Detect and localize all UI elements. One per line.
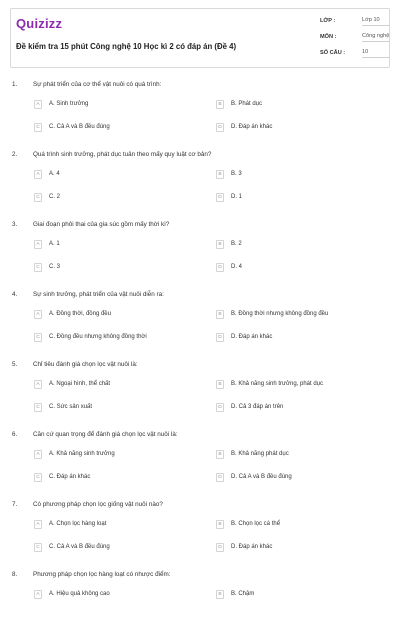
option-letter-box: C (34, 193, 42, 202)
option-text: D. Đáp án khác (231, 334, 273, 340)
option-letter-box: A (34, 100, 42, 109)
option-text: B. 2 (231, 241, 242, 247)
question-number: 1. (12, 81, 18, 88)
option-letter-box: A (34, 380, 42, 389)
option-letter-box: A (34, 240, 42, 249)
option-letter-box: D (216, 333, 224, 342)
option-letter-box: C (34, 263, 42, 272)
option-letter-box: C (34, 543, 42, 552)
meta-row-count (320, 50, 390, 64)
option-letter-box: D (216, 193, 224, 202)
option-text: A. Đồng thời, đồng đều (49, 311, 111, 317)
quiz-meta (320, 9, 390, 67)
question-6 (0, 431, 400, 501)
option-letter-box: C (34, 333, 42, 342)
option-text: C. Sức sản xuất (49, 404, 93, 410)
option-text: B. Khả năng phát dục (231, 451, 289, 457)
option-text: B. Đồng thời nhưng không đồng đều (231, 311, 329, 317)
quiz-title: Đề kiểm tra 15 phút Công nghệ 10 Học kì 2 có đáp án (Đề 4) (16, 42, 237, 51)
option-text: D. Đáp án khác (231, 544, 273, 550)
question-8 (0, 571, 400, 641)
option-letter-box: C (34, 403, 42, 412)
question-text: Sự sinh trưởng, phát triển của vật nuôi diễn ra: (33, 291, 164, 298)
option-text: D. Cả 3 đáp án trên (231, 404, 284, 410)
question-text: Sự phát triển của cơ thể vật nuôi có quá trình: (33, 81, 162, 88)
question-5 (0, 361, 400, 431)
option-letter-box: D (216, 543, 224, 552)
subject-label: MÔN : (320, 34, 337, 40)
question-7 (0, 501, 400, 571)
question-text: Quá trình sinh trưởng, phát dục tuân theo mấy quy luật cơ bản? (33, 151, 212, 158)
count-value: 10 (362, 49, 390, 58)
option-text: B. Khả năng sinh trưởng, phát dục (231, 381, 324, 387)
option-text: B. 3 (231, 171, 242, 177)
question-text: Căn cứ quan trọng để đánh giá chọn lọc vật nuôi là: (33, 431, 178, 438)
meta-row-subject (320, 34, 390, 48)
option-text: D. Đáp án khác (231, 124, 273, 130)
option-text: A. Hiệu quả không cao (49, 591, 110, 597)
class-value: Lớp 10 (362, 17, 390, 26)
option-letter-box: B (216, 520, 224, 529)
option-text: B. Phát dục (231, 101, 263, 107)
quiz-header (10, 8, 390, 68)
option-letter-box: A (34, 590, 42, 599)
option-text: C. 3 (49, 264, 61, 270)
meta-row-class (320, 18, 390, 32)
question-3 (0, 221, 400, 291)
option-text: A. Sinh trưởng (49, 101, 89, 107)
option-letter-box: B (216, 170, 224, 179)
option-text: C. 2 (49, 194, 61, 200)
option-text: C. Cả A và B đều đúng (49, 544, 110, 550)
subject-value: Công nghệ (362, 33, 390, 42)
question-text: Giai đoạn phôi thai của gia súc gồm mấy thời kì? (33, 221, 170, 228)
question-2 (0, 151, 400, 221)
option-text: C. Đồng đều nhưng không đồng thời (49, 334, 147, 340)
option-letter-box: C (34, 473, 42, 482)
option-text: D. 1 (231, 194, 243, 200)
option-letter-box: D (216, 473, 224, 482)
option-letter-box: B (216, 590, 224, 599)
question-number: 5. (12, 361, 18, 368)
brand-logo: Quizizz (16, 16, 63, 31)
option-text: B. Chậm (231, 591, 255, 597)
option-text: B. Chọn lọc cá thể (231, 521, 281, 527)
class-label: LỚP : (320, 18, 336, 24)
question-text: Chỉ tiêu đánh giá chọn lọc vật nuôi là: (33, 361, 138, 368)
question-number: 6. (12, 431, 18, 438)
option-letter-box: B (216, 380, 224, 389)
question-number: 4. (12, 291, 18, 298)
option-letter-box: C (34, 123, 42, 132)
option-letter-box: D (216, 403, 224, 412)
question-number: 8. (12, 571, 18, 578)
option-letter-box: A (34, 170, 42, 179)
option-text: C. Cả A và B đều đúng (49, 124, 110, 130)
option-text: A. Ngoại hình, thể chất (49, 381, 111, 387)
option-text: A. Chọn lọc hàng loạt (49, 521, 107, 527)
option-letter-box: A (34, 450, 42, 459)
question-number: 7. (12, 501, 18, 508)
option-letter-box: D (216, 123, 224, 132)
question-number: 2. (12, 151, 18, 158)
question-number: 3. (12, 221, 18, 228)
option-text: A. 1 (49, 241, 60, 247)
option-text: C. Đáp án khác (49, 474, 91, 480)
question-text: Phương pháp chọn lọc hàng loạt có nhược điểm: (33, 571, 171, 578)
question-4 (0, 291, 400, 361)
option-letter-box: B (216, 450, 224, 459)
option-letter-box: B (216, 240, 224, 249)
question-1 (0, 81, 400, 151)
question-text: Có phương pháp chọn lọc giống vật nuôi nào? (33, 501, 163, 508)
option-letter-box: B (216, 310, 224, 319)
count-label: SỐ CÂU : (320, 50, 346, 56)
option-text: A. Khả năng sinh trưởng (49, 451, 115, 457)
option-text: D. 4 (231, 264, 243, 270)
option-letter-box: A (34, 520, 42, 529)
option-text: A. 4 (49, 171, 60, 177)
option-letter-box: D (216, 263, 224, 272)
option-letter-box: A (34, 310, 42, 319)
option-letter-box: B (216, 100, 224, 109)
option-text: D. Cả A và B đều đúng (231, 474, 292, 480)
